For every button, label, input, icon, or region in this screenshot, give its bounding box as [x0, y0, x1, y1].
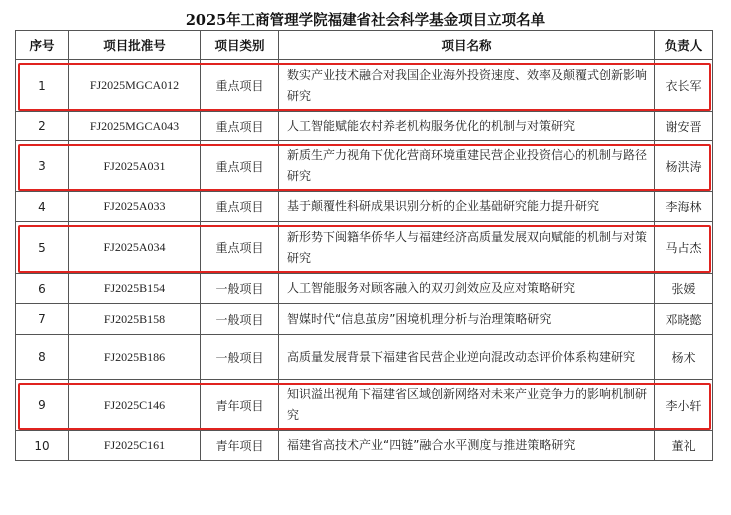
table-row [16, 141, 713, 192]
cell-code: FJ2025C161 [69, 431, 201, 461]
cell-code: FJ2025MGCA043 [69, 112, 201, 141]
cell-leader: 杨洪涛 [655, 141, 713, 192]
cell-leader: 董礼 [655, 431, 713, 461]
header-no: 序号 [16, 31, 69, 60]
cell-code: FJ2025B158 [69, 304, 201, 335]
cell-name: 人工智能服务对顾客融入的双刃剑效应及应对策略研究 [279, 274, 655, 304]
cell-type: 重点项目 [201, 192, 279, 222]
table-row [16, 222, 713, 274]
cell-type: 青年项目 [201, 431, 279, 461]
cell-no: 2 [16, 112, 69, 141]
cell-no: 7 [16, 304, 69, 335]
table-row [16, 112, 713, 141]
table-row [16, 192, 713, 222]
header-leader: 负责人 [655, 31, 713, 60]
cell-type: 一般项目 [201, 304, 279, 335]
cell-type: 重点项目 [201, 60, 279, 112]
cell-code: FJ2025B154 [69, 274, 201, 304]
table-header-row [16, 31, 713, 60]
cell-leader: 李小轩 [655, 380, 713, 431]
cell-type: 重点项目 [201, 222, 279, 274]
header-name: 项目名称 [279, 31, 655, 60]
cell-name: 福建省高技术产业“四链”融合水平测度与推进策略研究 [279, 431, 655, 461]
table-row [16, 335, 713, 380]
cell-no: 8 [16, 335, 69, 380]
cell-no: 3 [16, 141, 69, 192]
cell-no: 10 [16, 431, 69, 461]
table-row [16, 380, 713, 431]
cell-type: 一般项目 [201, 274, 279, 304]
cell-leader: 张媛 [655, 274, 713, 304]
cell-code: FJ2025A033 [69, 192, 201, 222]
cell-no: 9 [16, 380, 69, 431]
cell-leader: 邓晓懿 [655, 304, 713, 335]
cell-name: 知识溢出视角下福建省区域创新网络对未来产业竞争力的影响机制研究 [279, 380, 655, 431]
table-row [16, 60, 713, 112]
header-type: 项目类别 [201, 31, 279, 60]
cell-name: 智媒时代“信息茧房”困境机理分析与治理策略研究 [279, 304, 655, 335]
cell-name: 数实产业技术融合对我国企业海外投资速度、效率及颠覆式创新影响研究 [279, 60, 655, 112]
cell-no: 6 [16, 274, 69, 304]
cell-type: 一般项目 [201, 335, 279, 380]
page-title: 2025年工商管理学院福建省社会科学基金项目立项名单 [185, 12, 546, 29]
cell-leader: 马占杰 [655, 222, 713, 274]
cell-name: 高质量发展背景下福建省民营企业逆向混改动态评价体系构建研究 [279, 335, 655, 380]
project-table [15, 30, 713, 461]
cell-code: FJ2025A031 [69, 141, 201, 192]
cell-leader: 李海林 [655, 192, 713, 222]
cell-name: 人工智能赋能农村养老机构服务优化的机制与对策研究 [279, 112, 655, 141]
cell-leader: 谢安晋 [655, 112, 713, 141]
header-code: 项目批准号 [69, 31, 201, 60]
table-row [16, 431, 713, 461]
cell-no: 5 [16, 222, 69, 274]
cell-no: 1 [16, 60, 69, 112]
cell-no: 4 [16, 192, 69, 222]
cell-code: FJ2025B186 [69, 335, 201, 380]
cell-code: FJ2025MGCA012 [69, 60, 201, 112]
cell-type: 重点项目 [201, 141, 279, 192]
cell-name: 基于颠覆性科研成果识别分析的企业基础研究能力提升研究 [279, 192, 655, 222]
cell-name: 新质生产力视角下优化营商环境重建民营企业投资信心的机制与路径研究 [279, 141, 655, 192]
cell-code: FJ2025A034 [69, 222, 201, 274]
cell-code: FJ2025C146 [69, 380, 201, 431]
table-row [16, 274, 713, 304]
cell-type: 青年项目 [201, 380, 279, 431]
cell-leader: 衣长军 [655, 60, 713, 112]
cell-type: 重点项目 [201, 112, 279, 141]
cell-leader: 杨术 [655, 335, 713, 380]
cell-name: 新形势下闽籍华侨华人与福建经济高质量发展双向赋能的机制与对策研究 [279, 222, 655, 274]
table-row [16, 304, 713, 335]
